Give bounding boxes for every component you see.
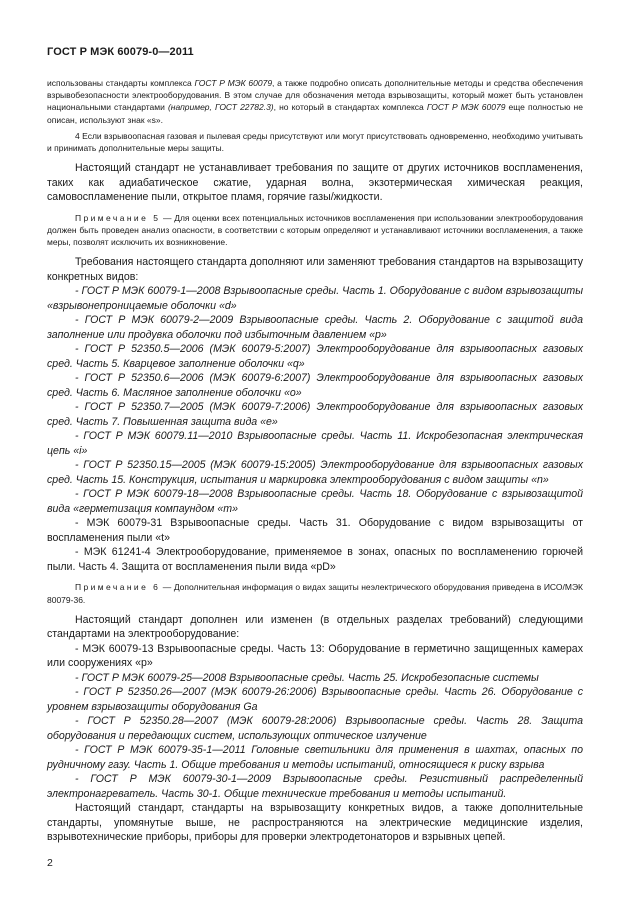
paragraph-requirements-intro: Требования настоящего стандарта дополняют или заменяют требования стандартов на взрывозащиту конкретных видов: bbox=[47, 256, 584, 283]
standard-reference-item: - МЭК 61241-4 Электрооборудование, применяемое в зонах, опасных по воспламенению горючей пыли. Часть 4. Защита от воспламенения пыли вида «pD» bbox=[47, 546, 583, 573]
standard-reference-item: - ГОСТ Р МЭК 60079-30-1—2009 Взрывоопасные среды. Резистивный распределенный электронагреватель. Часть 30-1. Общие технические требования и методы испытаний. bbox=[47, 773, 583, 800]
document-body bbox=[47, 77, 583, 845]
standard-reference-item: - ГОСТ Р МЭК 60079.11—2010 Взрывоопасные среды. Часть 11. Искробезопасная электрическая цепь «i» bbox=[47, 430, 583, 457]
text-run: , а также подробно описать дополнительные методы и средства обеспечения взрывобезопасности электрооборудования. В этом случае для обозначения метода взрывозащиты, который может быть установлен национальными стандартами bbox=[47, 78, 583, 113]
text-run: использованы стандарты комплекса bbox=[47, 78, 195, 88]
standards-list-supplementary bbox=[47, 642, 583, 802]
text-run: еще полностью не описан, используют знак «s». bbox=[47, 102, 583, 125]
text-run: ГОСТ Р МЭК 60079 bbox=[426, 102, 506, 113]
standard-reference-item: - ГОСТ Р 52350.6—2006 (МЭК 60079-6:2007) Электрооборудование для взрывоопасных газовых сред. Часть 6. Масляное заполнение оболочки «о» bbox=[47, 372, 583, 399]
standards-list-replaced bbox=[47, 284, 583, 574]
standard-reference-item: - ГОСТ Р 52350.26—2007 (МЭК 60079-26:2006) Взрывоопасные среды. Часть 26. Оборудование с уровнем взрывозащиты оборудования Ga bbox=[47, 686, 583, 713]
text-run: ГОСТ Р МЭК 60079 bbox=[194, 78, 273, 88]
standard-reference-item: - ГОСТ Р 52350.28—2007 (МЭК 60079-28:2006) Взрывоопасные среды. Часть 28. Защита оборудования и передающих систем, использующих оптическое излучение bbox=[47, 715, 583, 742]
standard-reference-item: - ГОСТ Р МЭК 60079-35-1—2011 Головные светильники для применения в шахтах, опасных по рудничному газу. Часть 1. Общие требования и методы испытаний, относящиеся к риску взрыва bbox=[47, 744, 583, 771]
standard-reference-item: - МЭК 60079-13 Взрывоопасные среды. Часть 13: Оборудование в герметично защищенных камерах или сооружениях «р» bbox=[47, 642, 583, 670]
note-6-label: Примечание 6 bbox=[75, 582, 161, 593]
text-run: (например, ГОСТ 22782.3) bbox=[167, 102, 274, 113]
note-6-text: — Дополнительная информация о видах защиты неэлектрического оборудования приведена в ИСО/МЭК 80079-36. bbox=[47, 582, 584, 605]
standard-reference-item: - ГОСТ Р МЭК 60079-2—2009 Взрывоопасные среды. Часть 2. Оборудование с защитой вида заполнение или продувка оболочки под избыточным давлением «р» bbox=[47, 314, 583, 341]
note-5 bbox=[47, 212, 583, 249]
standard-reference-item: - ГОСТ Р МЭК 60079-25—2008 Взрывоопасные среды. Часть 25. Искробезопасные системы bbox=[75, 671, 539, 684]
note-6 bbox=[47, 581, 583, 605]
text-run: , но который в стандартах комплекса bbox=[273, 102, 427, 113]
paragraph-scope-exclusion: Настоящий стандарт не устанавливает требования по защите от других источников воспламенения, таких как адиабатическое сжатие, ударная волна, экзотермическая химическая реакция, самовоспламенение пыли, открытое пламя, горячие газы/жидкости. bbox=[47, 162, 583, 204]
note-5-label: Примечание 5 bbox=[75, 212, 161, 223]
page-number: 2 bbox=[47, 857, 53, 869]
paragraph-continuation bbox=[47, 77, 583, 126]
standard-reference-item: - МЭК 60079-31 Взрывоопасные среды. Часть 31. Оборудование с видом взрывозащиты от воспламенения пыли «t» bbox=[47, 517, 583, 544]
note-5-text: — Для оценки всех потенциальных источников воспламенения при использовании электрооборудования должен быть проведен анализ опасности, в соответствии с которым определяют и устанавливают источники воспламенения, а также меры, позволят исключить их возникновение. bbox=[47, 212, 583, 248]
standard-reference-item: - ГОСТ Р 52350.15—2005 (МЭК 60079-15:2005) Электрооборудование для взрывоопасных газовых сред. Часть 15. Конструкция, испытания и маркировка электрооборудования с видом защиты «n» bbox=[47, 459, 583, 486]
standard-reference-item: - ГОСТ Р 52350.7—2005 (МЭК 60079-7:2006) Электрооборудование для взрывоопасных газовых сред. Часть 7. Повышенная защита вида «е» bbox=[47, 401, 583, 428]
paragraph-not-applicable: Настоящий стандарт, стандарты на взрывозащиту конкретных видов, а также дополнительные стандарты, упомянутые выше, не распространяются на электрические медицинские изделия, взрывотехнические приборы, приборы для проверки электродетонаторов и взрывных цепей. bbox=[47, 802, 583, 844]
paragraph-supplements-intro: Настоящий стандарт дополнен или изменен (в отдельных разделах требований) следующими стандартами на электрооборудование: bbox=[47, 613, 583, 641]
standard-reference-item: - ГОСТ Р МЭК 60079-18—2008 Взрывоопасные среды. Часть 18. Оборудование с взрывозащитой вида «герметизация компаундом «m» bbox=[47, 488, 583, 515]
standard-reference-item: - ГОСТ Р 52350.5—2006 (МЭК 60079-5:2007) Электрооборудование для взрывоопасных газовых сред. Часть 5. Кварцевое заполнение оболочки «q» bbox=[47, 343, 583, 370]
standard-reference-item: - ГОСТ Р МЭК 60079-1—2008 Взрывоопасные среды. Часть 1. Оборудование с видом взрывозащиты «взрывонепроницаемые оболочки «d» bbox=[47, 285, 583, 312]
paragraph-note-4: 4 Если взрывоопасная газовая и пылевая среды присутствуют или могут присутствовать одновременно, необходимо учитывать и принимать дополнительные меры защиты. bbox=[47, 130, 583, 154]
document-header: ГОСТ Р МЭК 60079-0—2011 bbox=[47, 46, 194, 58]
